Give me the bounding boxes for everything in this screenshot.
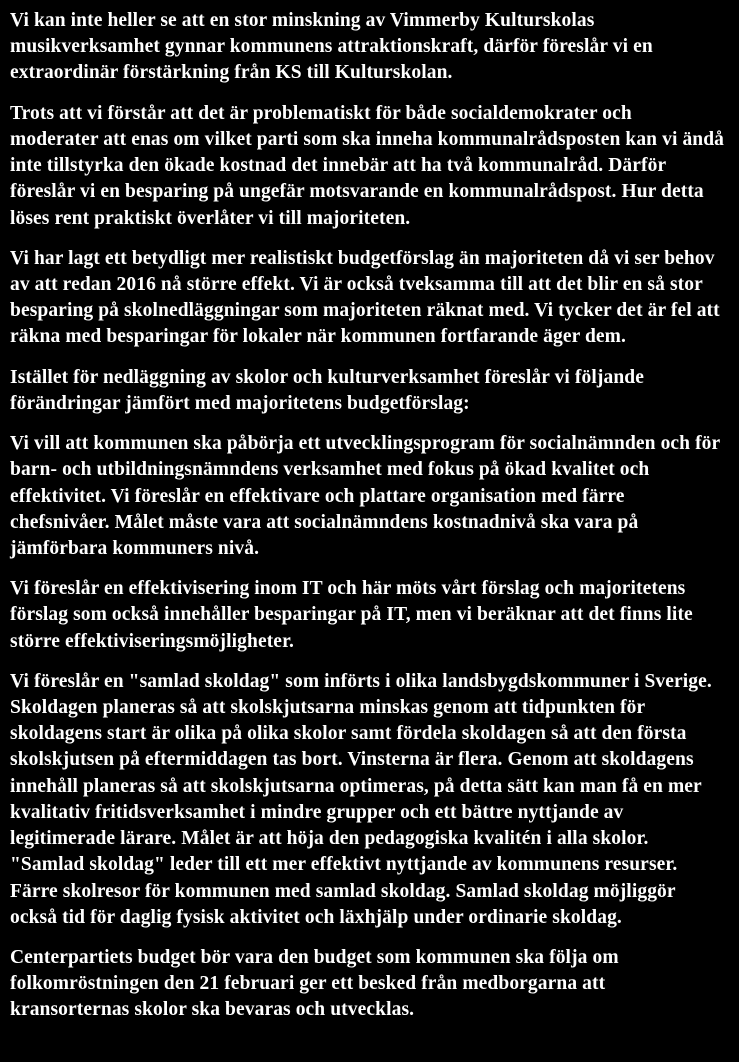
paragraph: Centerpartiets budget bör vara den budget som kommunen ska följa om folkomröstningen den 21 februari ger ett besked från medborgarna att kransorternas skolor ska bevaras och utvecklas. [10,947,619,1021]
paragraph: Istället för nedläggning av skolor och kulturverksamhet föreslår vi följande förändringar jämfört med majoritetens budgetförslag: [10,366,644,414]
paragraph: Vi föreslår en effektivisering inom IT och här möts vårt förslag och majoritetens förslag som också innehåller besparingar på IT, men vi beräknar att det finns lite större effektiviseringsmöjligheter. [10,578,693,652]
paragraph: Vi föreslår en "samlad skoldag" som införts i olika landsbygdskommuner i Sverige. Skoldagen planeras så att skolskjutsarna minskas genom att tidpunkten för skoldagens start är olika på olika skolor samt fördela skoldagen så att den första skolskjutsen på eftermiddagen tas bort. Vinsterna är flera. Genom att skoldagens innehåll planeras så att skolskjutsarna optimeras, på detta sätt kan man få en mer kvalitativ fritidsverksamhet i mindre grupper och ett bättre nyttjande av legitimerade lärare. Målet är att höja den pedagogiska kvalitén i alla skolor. "Samlad skoldag" leder till ett mer effektivt nyttjande av kommunens resurser. Färre skolresor för kommunen med samlad skoldag. Samlad skoldag möjliggör också tid för daglig fysisk aktivitet och läxhjälp under ordinarie skoldag. [10,670,712,928]
paragraph: Vi vill att kommunen ska påbörja ett utvecklingsprogram för socialnämnden och för barn- och utbildningsnämndens verksamhet med fokus på ökad kvalitet och effektivitet. Vi föreslår en effektivare och plattare organisation med färre chefsnivåer. Målet måste vara att socialnämndens kostnadnivå ska vara på jämförbara kommuners nivå. [10,433,720,559]
paragraph: Vi kan inte heller se att en stor minskning av Vimmerby Kulturskolas musikverksamhet gynnar kommunens attraktionskraft, därför föreslår vi en extraordinär förstärkning från KS till Kulturskolan. [10,10,653,84]
paragraph: Trots att vi förstår att det är problematiskt för både socialdemokrater och moderater att enas om vilket parti som ska inneha kommunalrådsposten kan vi ändå inte tillstyrka den ökade kostnad det innebär att ha två kommunalråd. Därför föreslår vi en besparing på ungefär motsvarande en kommunalrådspost. Hur detta löses rent praktiskt överlåter vi till majoriteten. [10,102,725,229]
paragraph: Vi har lagt ett betydligt mer realistiskt budgetförslag än majoriteten då vi ser behov av att redan 2016 nå större effekt. Vi är också tveksamma till att det blir en så stor besparing på skolnedläggningar som majoriteten räknat med. Vi tycker det är fel att räkna med besparingar för lokaler när kommunen fortfarande äger dem. [10,247,720,348]
